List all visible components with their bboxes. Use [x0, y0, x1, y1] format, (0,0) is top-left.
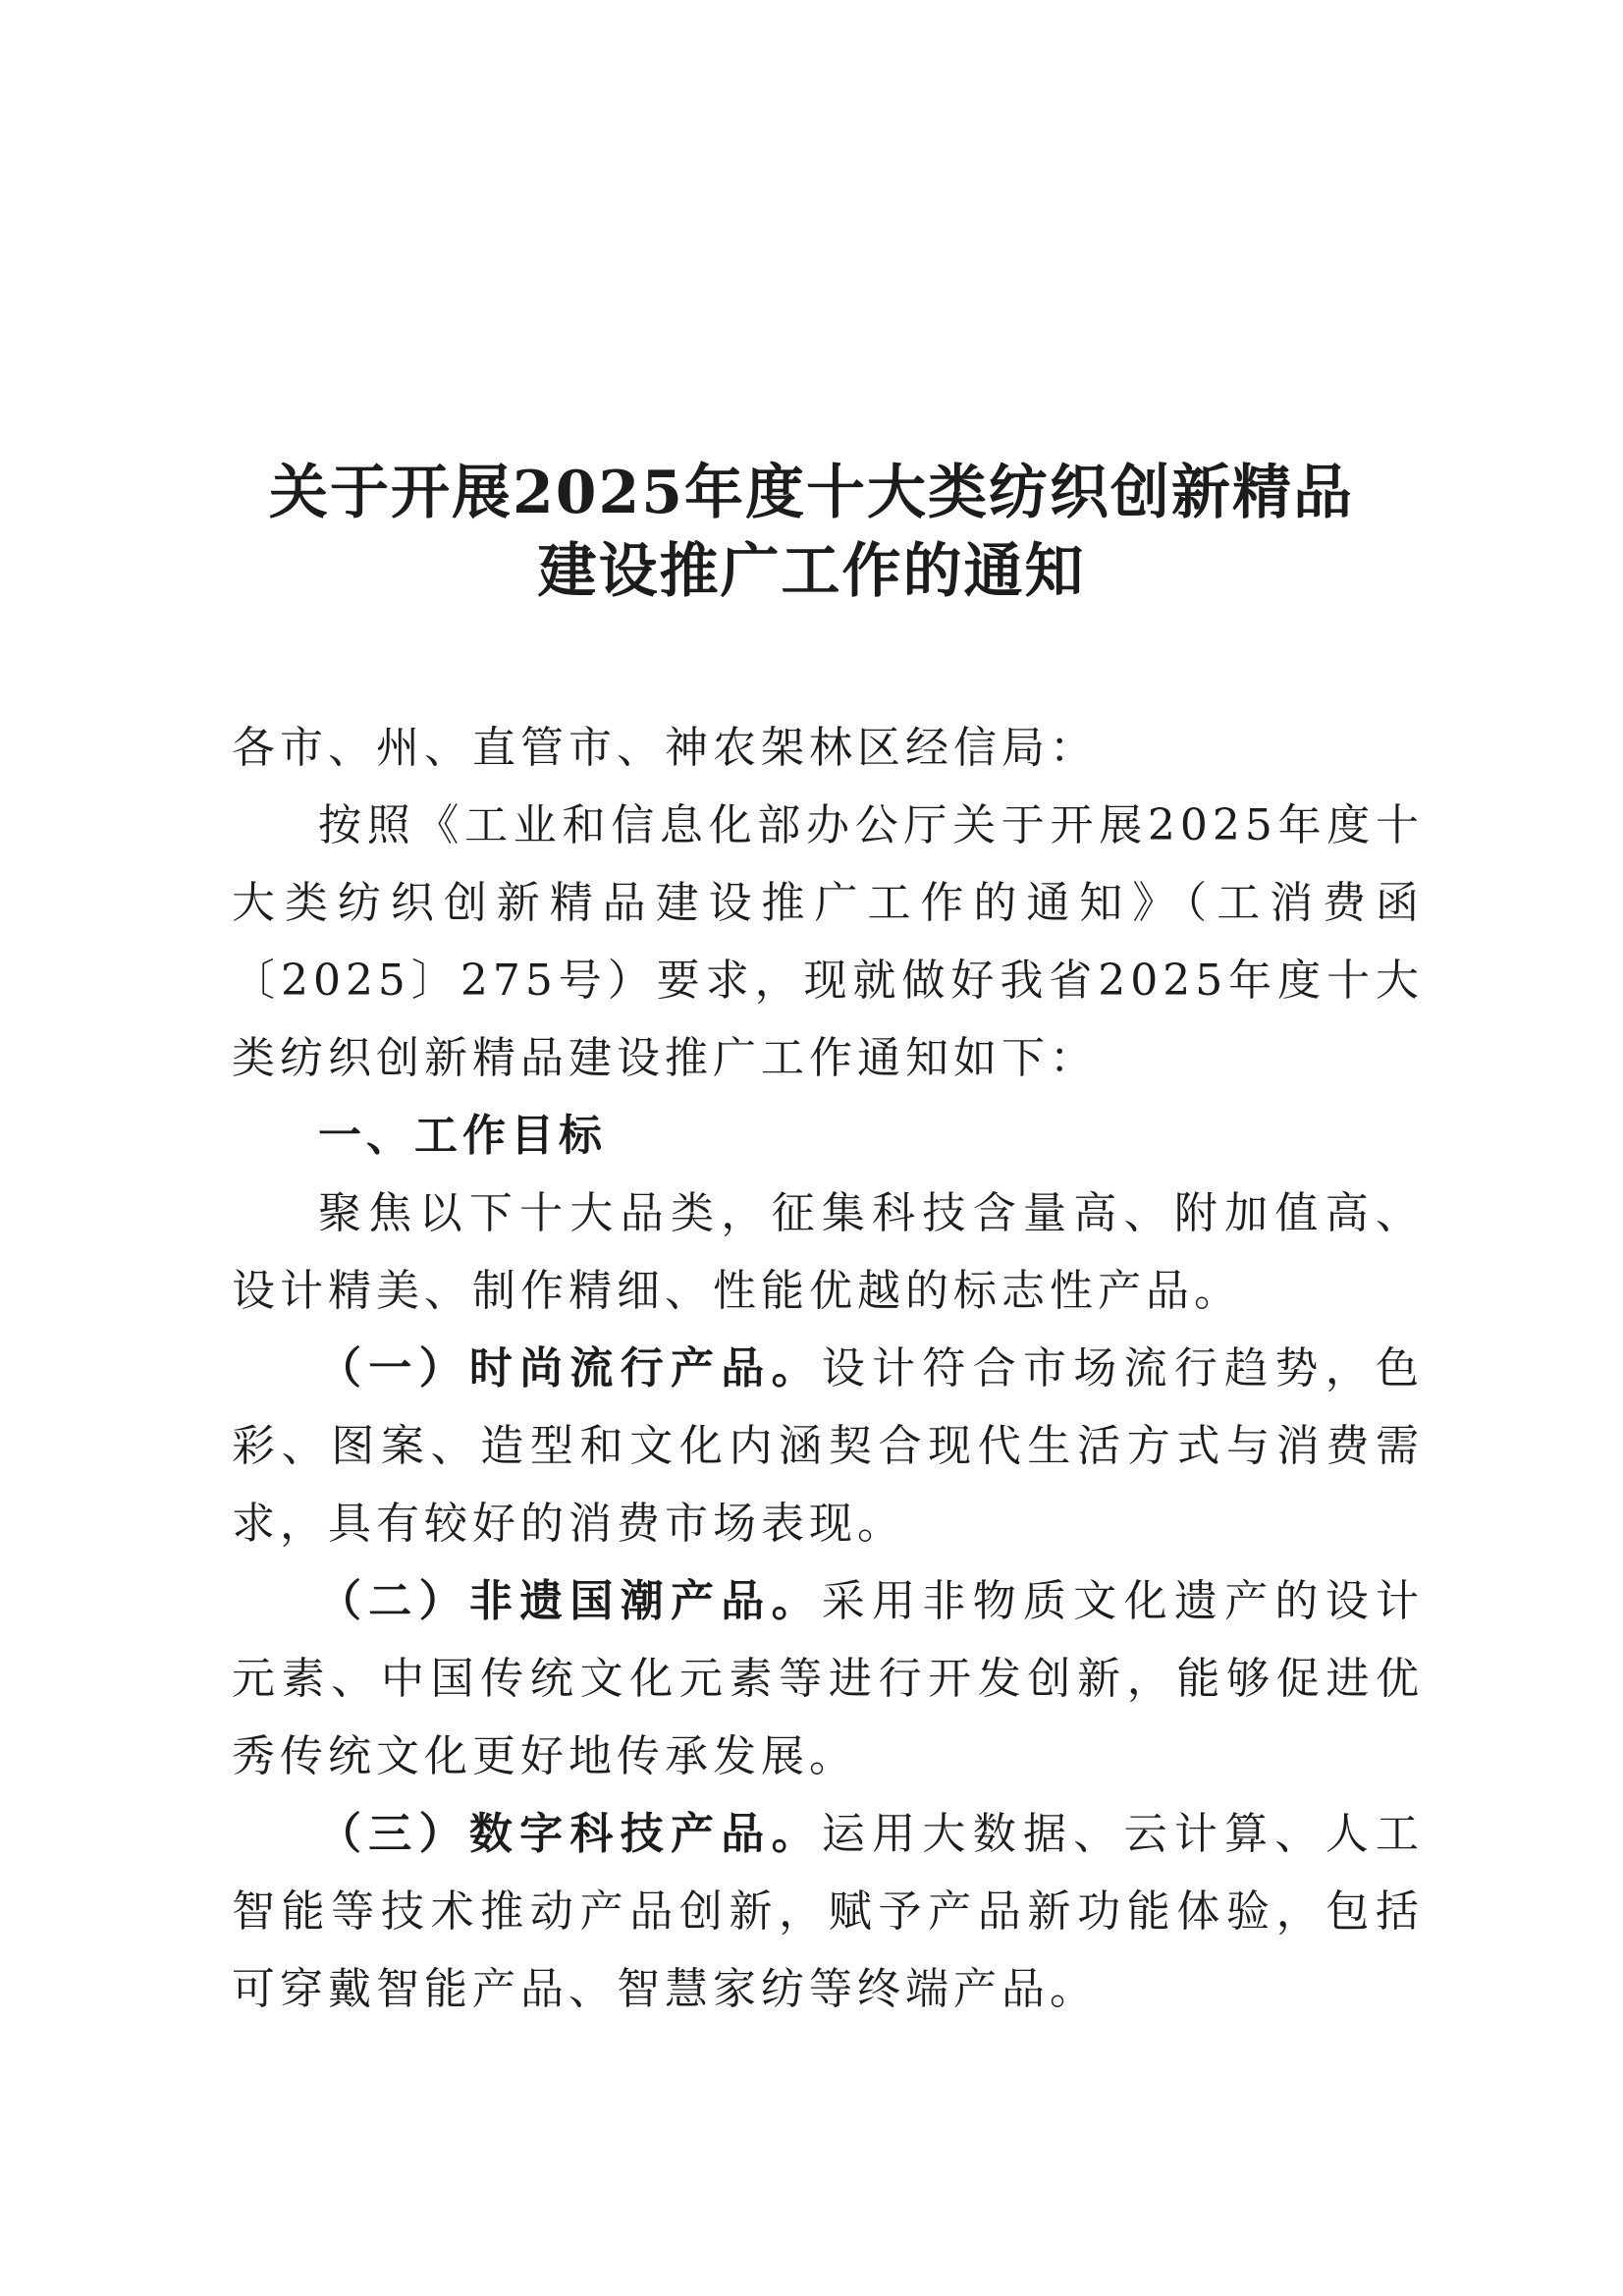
document-title: [0, 454, 1623, 611]
title-line-2: 建设推广工作的通知: [537, 537, 1086, 606]
document-body: [232, 709, 1424, 2028]
item-text-1: 设计符合市场流行趋势，色彩、图案、造型和文化内涵契合现代生活方式与消费需求，具有较好的消费市场表现。: [232, 1343, 1425, 1549]
section-paragraph: 聚焦以下十大品类，征集科技含量高、附加值高、设计精美、制作精细、性能优越的标志性产品。: [232, 1188, 1424, 1316]
item-paragraph-3: [232, 1795, 1424, 2028]
item-text-2: 采用非物质文化遗产的设计元素、中国传统文化元素等进行开发创新，能够促进优秀传统文化更好地传承发展。: [232, 1576, 1425, 1781]
salutation: 各市、州、直管市、神农架林区经信局：: [232, 723, 1098, 773]
section-heading: 一、工作目标: [318, 1111, 607, 1161]
item-lead-3: （三）数字科技产品。: [318, 1809, 822, 1859]
intro-paragraph: 按照《工业和信息化部办公厅关于开展2025年度十大类纺织创新精品建设推广工作的通知》（工消费函〔2025〕275号）要求，现就做好我省2025年度十大类纺织创新精品建设推广工作通知如下：: [232, 800, 1424, 1083]
item-paragraph-1: [232, 1330, 1424, 1562]
item-paragraph-2: [232, 1562, 1424, 1795]
title-line-1: 关于开展2025年度十大类纺织创新精品: [269, 459, 1354, 527]
item-text-3: 运用大数据、云计算、人工智能等技术推动产品创新，赋予产品新功能体验，包括可穿戴智能产品、智慧家纺等终端产品。: [232, 1809, 1425, 2014]
item-lead-1: （一）时尚流行产品。: [318, 1343, 822, 1394]
item-lead-2: （二）非遗国潮产品。: [318, 1576, 822, 1626]
